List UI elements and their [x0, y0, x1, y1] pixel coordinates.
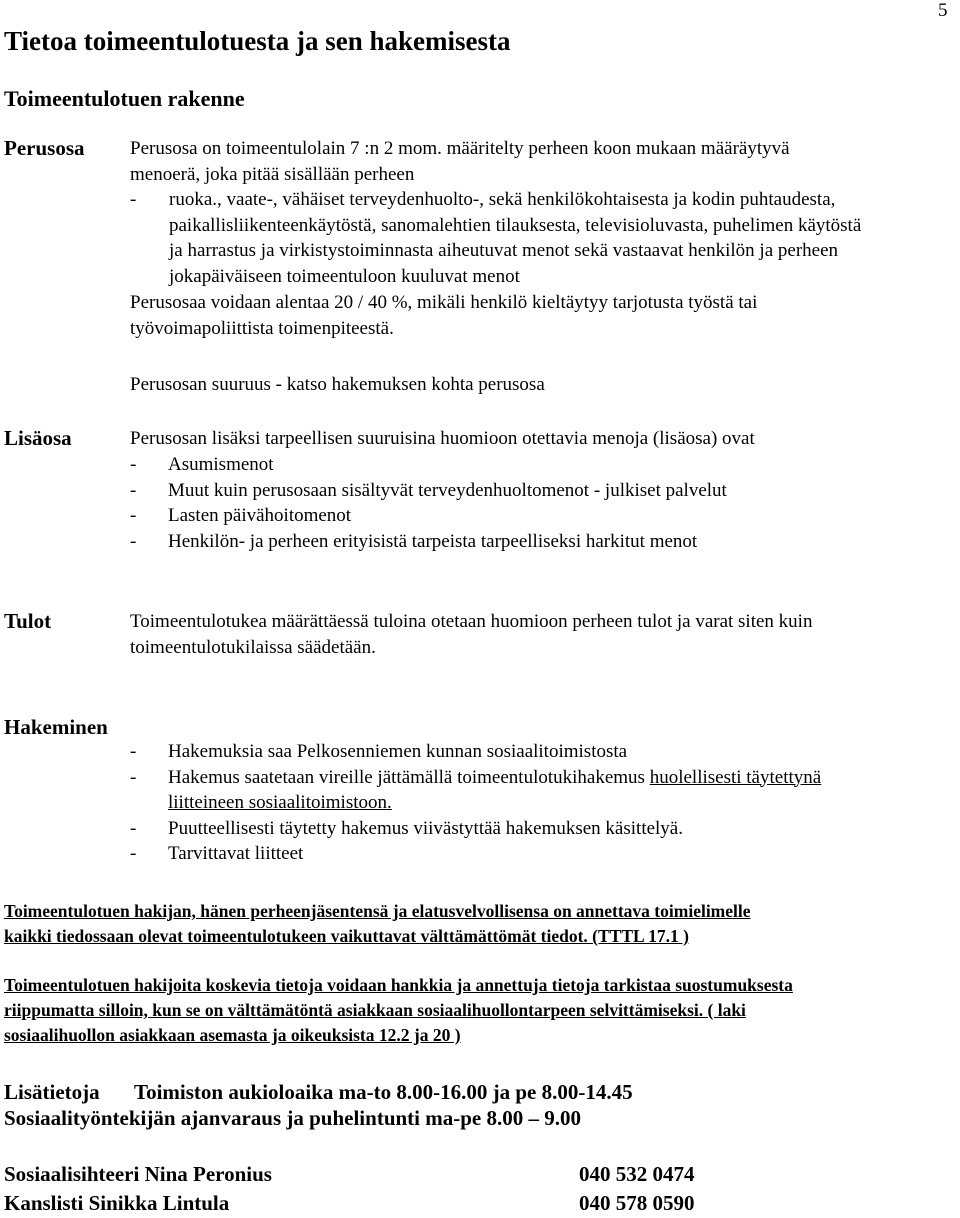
- list-item: - Lasten päivähoitomenot: [130, 505, 352, 527]
- notice-line: sosiaalihuollon asiakkaan asemasta ja oikeuksista 12.2 ja 20 ): [4, 1025, 461, 1045]
- office-hours: Toimiston aukioloaika ma-to 8.00-16.00 ja pe 8.00-14.45: [134, 1080, 633, 1104]
- list-item: - Tarvittavat liitteet: [130, 843, 304, 865]
- perusosa-list-dash: -: [130, 189, 137, 210]
- perusosa-reduction-line: työvoimapoliittista toimenpiteestä.: [130, 317, 394, 339]
- tulot-line: toimeentulotukilaissa säädetään.: [130, 636, 376, 658]
- perusosa-size-note: Perusosan suuruus - katso hakemuksen kohta perusosa: [130, 374, 545, 395]
- notice-line: Toimeentulotuen hakijoita koskevia tietoja voidaan hankkia ja annettuja tietoja tarkistaa suostumuksesta: [4, 975, 793, 995]
- perusosa-intro-line: menoerä, joka pitää sisällään perheen: [130, 163, 415, 185]
- list-item: - Hakemus saatetaan vireille jättämällä toimeentulotukihakemus huolellisesti täytettynä: [130, 766, 822, 788]
- list-item: - Muut kuin perusosaan sisältyvät terveydenhuoltomenot - julkiset palvelut: [130, 479, 727, 501]
- appointment-hours: Sosiaalityöntekijän ajanvaraus ja puhelintunti ma-pe 8.00 – 9.00: [4, 1106, 581, 1130]
- contact-phone: 040 578 0590: [579, 1191, 695, 1215]
- list-item: - Henkilön- ja perheen erityisistä tarpeista tarpeelliseksi harkitut menot: [130, 530, 698, 552]
- info-label: Lisätietoja: [4, 1080, 100, 1104]
- lisaosa-list: [130, 452, 727, 554]
- contact-row: [4, 1189, 695, 1218]
- contact-row: [4, 1160, 695, 1189]
- contact-list: [4, 1160, 695, 1218]
- list-item: - Hakemuksia saa Pelkosenniemen kunnan sosiaalitoimistosta: [130, 741, 628, 762]
- lisaosa-intro: Perusosan lisäksi tarpeellisen suuruisina huomioon otettavia menoja (lisäosa) ovat: [130, 428, 755, 449]
- section-subtitle: Toimeentulotuen rakenne: [4, 86, 245, 111]
- perusosa-list-line: ja harrastus ja virkistystoiminnasta aiheutuvat menot sekä vastaavat henkilön ja perheen: [169, 240, 839, 262]
- perusosa-intro-line: Perusosa on toimeentulolain 7 :n 2 mom. määritelty perheen koon mukaan määräytyvä: [130, 138, 790, 159]
- tulot-line: Toimeentulotukea määrättäessä tuloina otetaan huomioon perheen tulot ja varat siten kuin: [130, 611, 813, 632]
- page-number: 5: [938, 0, 948, 21]
- perusosa-reduction-line: Perusosaa voidaan alentaa 20 / 40 %, mikäli henkilö kieltäytyy tarjotusta työstä tai: [130, 292, 758, 313]
- perusosa-list-line: jokapäiväiseen toimeentuloon kuuluvat menot: [169, 265, 520, 287]
- notice-data-collection: [4, 973, 793, 1048]
- notice-line: riippumatta silloin, kun se on välttämätöntä asiakkaan sosiaalihuollontarpeen selvittämiseksi. ( laki: [4, 1000, 746, 1020]
- notice-line: Toimeentulotuen hakijan, hänen perheenjäsentensä ja elatusvelvollisensa on annettava toimielimelle: [4, 901, 751, 921]
- list-item: - Asumismenot: [130, 454, 274, 475]
- perusosa-list-line: ruoka., vaate-, vähäiset terveydenhuolto-, sekä henkilökohtaisesta ja kodin puhtaudesta,: [169, 189, 836, 210]
- notice-line: kaikki tiedossaan olevat toimeentulotukeen vaikuttavat välttämättömät tiedot. (TTTL 17.1 ): [4, 926, 689, 946]
- perusosa-intro: [130, 136, 790, 187]
- lisaosa-label: Lisäosa: [4, 426, 72, 450]
- tulot-text: [130, 609, 812, 660]
- perusosa-list-item: [169, 187, 861, 289]
- perusosa-list-line: paikallisliikenteenkäytöstä, sanomalehtien tilauksesta, televisioluvasta, puhelimen käytöstä: [169, 214, 862, 236]
- hakeminen-list: [130, 739, 821, 867]
- list-item-continuation: liitteineen sosiaalitoimistoon.: [168, 792, 392, 814]
- list-item: - Puutteellisesti täytetty hakemus viivästyttää hakemuksen käsittelyä.: [130, 817, 683, 839]
- contact-name: Kanslisti Sinikka Lintula: [4, 1191, 230, 1215]
- notice-duty-to-inform: [4, 899, 751, 949]
- contact-phone: 040 532 0474: [579, 1162, 695, 1186]
- perusosa-label: Perusosa: [4, 136, 85, 160]
- page-title: Tietoa toimeentulotuesta ja sen hakemisesta: [4, 26, 511, 56]
- perusosa-reduction: [130, 290, 757, 341]
- hakeminen-label: Hakeminen: [4, 715, 108, 739]
- tulot-label: Tulot: [4, 609, 52, 633]
- contact-name: Sosiaalisihteeri Nina Peronius: [4, 1162, 272, 1186]
- info-block: [4, 1079, 633, 1131]
